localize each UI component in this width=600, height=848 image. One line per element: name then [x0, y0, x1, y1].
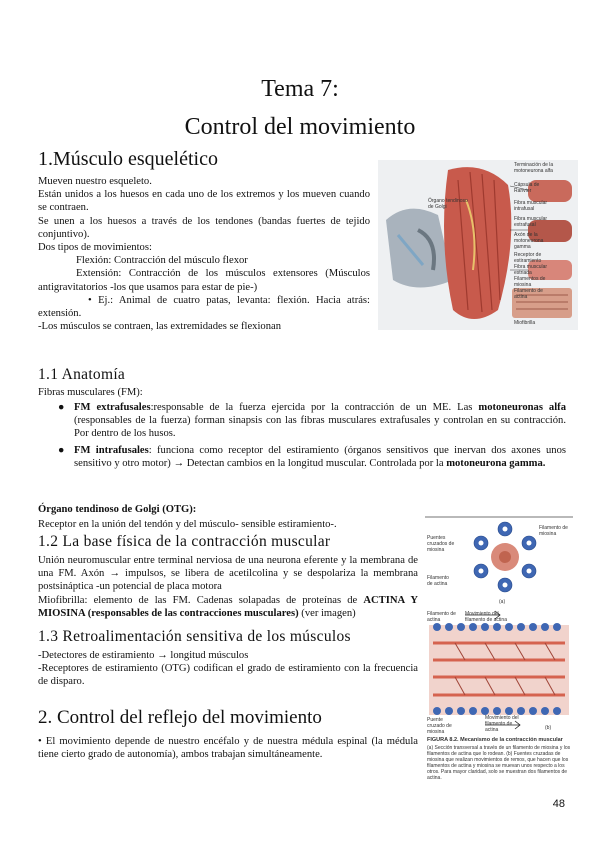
fig1-label: Miofibrilla [514, 320, 536, 326]
bullet-dot-icon: ● [58, 444, 65, 456]
contraction-figure [425, 515, 575, 795]
otg-text: Receptor en la unión del tendón y del músculo- sensible estiramiento-. [38, 519, 337, 530]
bullet-dot-icon: ● [58, 402, 65, 413]
term-bold: FM intrafusales [74, 444, 149, 456]
list-text: :responsable de la fuerza ejercida por la contracción de un ME. Las [150, 402, 479, 413]
section-heading-anatomia: 1.1 Anatomía [38, 366, 126, 383]
paragraph: -Detectores de estiramiento → longitud músculos [38, 650, 249, 661]
retroalimentacion-body [38, 649, 418, 689]
term-bold: FM extrafusales [74, 402, 151, 413]
page-number: 48 [552, 798, 565, 810]
section-heading-retroalimentacion: 1.3 Retroalimentación sensitiva de los músculos [38, 628, 351, 645]
section-heading-base-fisica: 1.2 La base física de la contracción muscular [38, 533, 331, 550]
fig1-label: Terminación de la motoneurona alfa [514, 162, 554, 174]
extension-line: Extensión: Contracción de los músculos extensores (Músculos antigravitatorios -los que usamos para estar de pie-) [38, 268, 370, 293]
fig1-label: Cápsula de Ranvier [514, 182, 540, 194]
list-item [38, 444, 566, 470]
page-title-line2: Control del movimiento [184, 114, 416, 140]
muscle-anatomy-figure [378, 160, 578, 330]
text-line: -Los músculos se contraen, las extremidades se flexionan [38, 321, 281, 333]
term-bold: motoneurona gamma. [446, 457, 546, 469]
fig1-label: Fibra muscular estriada [514, 264, 548, 276]
fig2-tag: Movimiento del filamento de actina [465, 611, 507, 623]
list-text: (responsables de la fuerza) forman sinapsis con las fibras musculares extrafusales y controlan en su contracción. Por dentro de los husos. [74, 415, 566, 440]
section-body-musculo [38, 175, 370, 333]
fig2-tag: Puente cruzado de miosina [427, 717, 452, 735]
text-line: Se unen a los huesos a través de los tendones (bandas fuertes de tejido conjuntivo). [38, 215, 370, 240]
fig2-tag: Movimiento del filamento de actina [485, 715, 519, 733]
paragraph: Unión neuromuscular entre terminal nerviosa de una neurona eferente y la membrana de una FM. Axón → impulsos, se libera de acetilcolina y se despolariza la membrana postsináptica -un potencial de placa motora [38, 555, 418, 593]
base-fisica-body [38, 554, 418, 620]
fig1-label: Fibra muscular extrafusal [514, 216, 548, 228]
control-reflejo-body: • El movimiento depende de nuestro encéfalo y de nuestra médula espinal (la médula tiene cierto grado de autonomía), ambos trabajan simultáneamente. [38, 736, 418, 761]
section-heading-control-reflejo: 2. Control del reflejo del movimiento [38, 707, 322, 728]
fig1-organ-label: Órgano tendinoso de Golgi [428, 198, 468, 210]
paragraph: -Receptores de estiramiento (OTG) codifican el grado de estiramiento con la frecuencia de disparo. [38, 663, 418, 688]
otg-heading: Órgano tendinoso de Golgi (OTG): [38, 504, 197, 515]
fig1-label: Axón de la motoneurona gamma [514, 232, 544, 250]
fig2-tag: Filamento de actina [427, 575, 449, 587]
fig1-label: Filamento de actina [514, 288, 543, 300]
fig1-label: Filamentos de miosina [514, 276, 546, 288]
example-line: • Ej.: Animal de cuatro patas, levanta: flexión. Hacia atrás: extensión. [38, 294, 370, 320]
para-text: (ver imagen) [298, 607, 356, 619]
list-item [38, 401, 566, 441]
text-line: Dos tipos de movimientos: [38, 242, 152, 254]
paragraph [38, 594, 418, 620]
term-bold: ACTINA Y MIOSINA (responsables de las contracciones musculares) [38, 594, 418, 619]
flexion-line: Flexión: Contracción del músculo flexor [76, 255, 248, 267]
fig1-label: Receptor de estiramiento [514, 252, 542, 264]
fig2-tag: Filamento de actina [427, 611, 456, 623]
fig1-label: Fibra muscular intrafusal [514, 200, 548, 212]
list-text: : funciona como receptor del estiramiento (órganos sensitivos que inervan dos axones unos sensitivo y otro motor) → Detectan cambios en la longitud muscular. Controlada por la [74, 444, 567, 469]
page-title-line1: Tema 7: [261, 76, 339, 102]
fig2-caption: (a) Sección transversal a través de un filamento de miosina y los filamentos de actina que lo rodean. (b) Fuentes cruzadas de miosina que realizan movimientos de remos, que hacen que los filamentos de actina y miosina se muevan unos respecto a los otros. Para mayor claridad, solo se muestran dos filamentos de actina. [427, 745, 571, 781]
section-heading-musculo: 1.Músculo esquelético [38, 148, 218, 170]
text-line: Mueven nuestro esqueleto. [38, 176, 152, 187]
anatomia-intro: Fibras musculares (FM): [38, 387, 143, 398]
anatomia-bullets [38, 401, 566, 470]
term-bold: motoneuronas alfa [478, 402, 566, 413]
text-line: Están unidos a los huesos en cada uno de los extremos y los mueven cuando se contraen. [38, 189, 370, 214]
fig2-label-b: (b) [545, 725, 552, 731]
fig2-label-a: (a) [499, 599, 506, 605]
fig2-tag: Filamento de miosina [539, 525, 568, 537]
fig2-caption-title: FIGURA 8.2. Mecanismo de la contracción muscular [427, 737, 563, 743]
para-text: Miofibrilla: elemento de las FM. Cadenas solapadas de proteínas de [38, 594, 364, 606]
fig2-tag: Puentes cruzados de miosina [427, 535, 455, 553]
